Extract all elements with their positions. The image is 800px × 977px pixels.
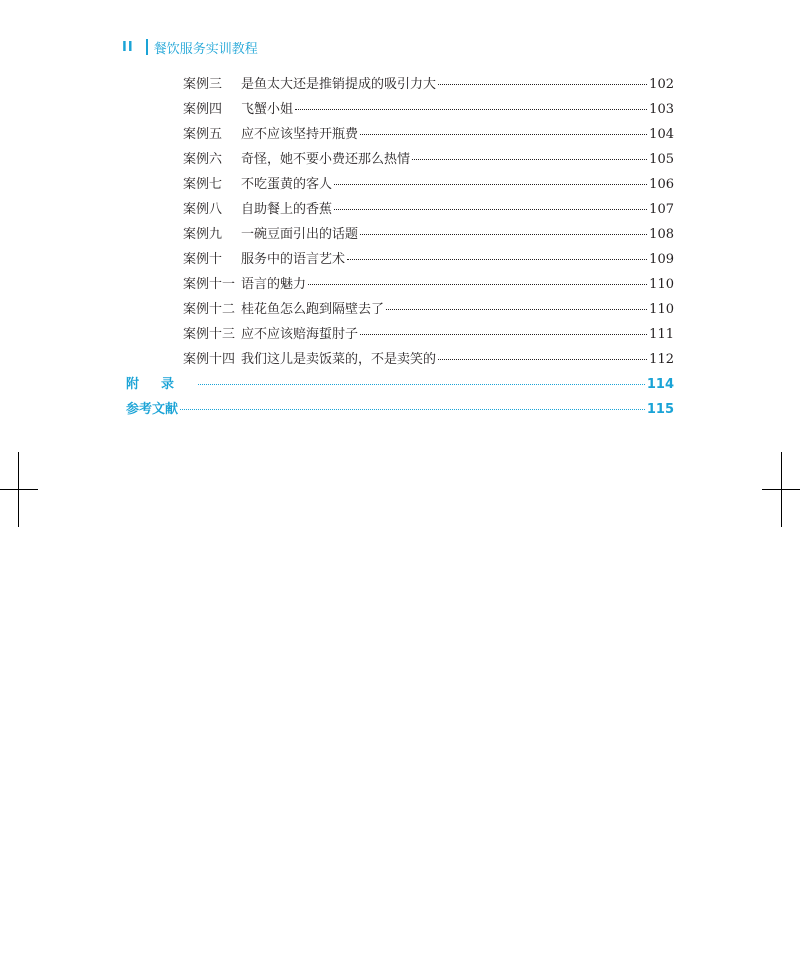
toc-entry[interactable]	[183, 72, 674, 97]
page-ref: 106	[649, 177, 674, 192]
case-number: 案例十二	[183, 302, 236, 317]
crop-mark-left-horizontal	[0, 489, 38, 490]
toc-entry[interactable]	[183, 97, 674, 122]
page-ref: 110	[649, 302, 674, 317]
header-divider	[146, 39, 148, 55]
toc-entry[interactable]	[183, 247, 674, 272]
dot-leader	[308, 283, 647, 285]
toc-entry[interactable]	[183, 172, 674, 197]
book-title: 餐饮服务实训教程	[153, 41, 258, 57]
case-title: 自助餐上的香蕉	[241, 202, 333, 217]
page-ref: 111	[649, 327, 674, 342]
case-title: 桂花鱼怎么跑到隔壁去了	[241, 302, 385, 317]
toc-section-entry[interactable]	[126, 372, 674, 397]
crop-mark-right-horizontal	[762, 489, 800, 490]
dot-leader	[360, 333, 647, 335]
case-title: 奇怪，她不要小费还那么热情	[241, 152, 411, 167]
page-ref: 114	[646, 377, 674, 392]
dot-leader	[334, 208, 647, 210]
toc-entry[interactable]	[183, 147, 674, 172]
case-number: 案例九	[183, 227, 223, 242]
case-title: 不吃蛋黄的客人	[241, 177, 333, 192]
toc-entry[interactable]	[183, 222, 674, 247]
case-number: 案例十四	[183, 352, 236, 367]
case-number: 案例十一	[183, 277, 236, 292]
dot-leader	[360, 133, 647, 135]
case-number: 案例三	[183, 77, 223, 92]
case-title: 是鱼太大还是推销提成的吸引力大	[241, 77, 437, 92]
case-title: 飞蟹小姐	[241, 102, 294, 117]
case-number: 案例十	[183, 252, 223, 267]
dot-leader	[334, 183, 647, 185]
page-ref: 107	[649, 202, 674, 217]
dot-leader	[295, 108, 647, 110]
page-ref: 105	[649, 152, 674, 167]
page-ref: 112	[649, 352, 674, 367]
page-ref: 103	[649, 102, 674, 117]
section-title: 参考文献	[126, 402, 179, 417]
dot-leader	[438, 358, 647, 360]
section-title: 附录	[126, 377, 197, 392]
page-ref: 104	[649, 127, 674, 142]
page-ref: 110	[649, 277, 674, 292]
toc-entry[interactable]	[183, 122, 674, 147]
case-number: 案例五	[183, 127, 223, 142]
toc-entry[interactable]	[183, 272, 674, 297]
toc-entry[interactable]	[183, 197, 674, 222]
case-number: 案例四	[183, 102, 223, 117]
case-number: 案例八	[183, 202, 223, 217]
page-number: II	[122, 39, 134, 55]
toc-entry[interactable]	[183, 322, 674, 347]
running-header	[122, 37, 258, 57]
case-title: 一碗豆面引出的话题	[241, 227, 359, 242]
case-number: 案例六	[183, 152, 223, 167]
case-number: 案例十三	[183, 327, 236, 342]
case-number: 案例七	[183, 177, 223, 192]
case-title: 应不应该坚持开瓶费	[241, 127, 359, 142]
dot-leader	[412, 158, 647, 160]
page-ref: 108	[649, 227, 674, 242]
case-title: 语言的魅力	[241, 277, 307, 292]
page-ref: 102	[649, 77, 674, 92]
toc-section-entry[interactable]	[126, 397, 674, 422]
dot-leader	[438, 83, 647, 85]
case-title: 服务中的语言艺术	[241, 252, 346, 267]
toc-entry[interactable]	[183, 297, 674, 322]
dot-leader	[386, 308, 647, 310]
case-title: 我们这儿是卖饭菜的，不是卖笑的	[241, 352, 437, 367]
dot-leader	[360, 233, 647, 235]
page-ref: 115	[646, 402, 674, 417]
dot-leader	[347, 258, 647, 260]
page-ref: 109	[649, 252, 674, 267]
dot-leader	[180, 408, 645, 410]
toc-entry[interactable]	[183, 347, 674, 372]
dot-leader	[198, 383, 645, 385]
case-title: 应不应该赔海蜇肘子	[241, 327, 359, 342]
